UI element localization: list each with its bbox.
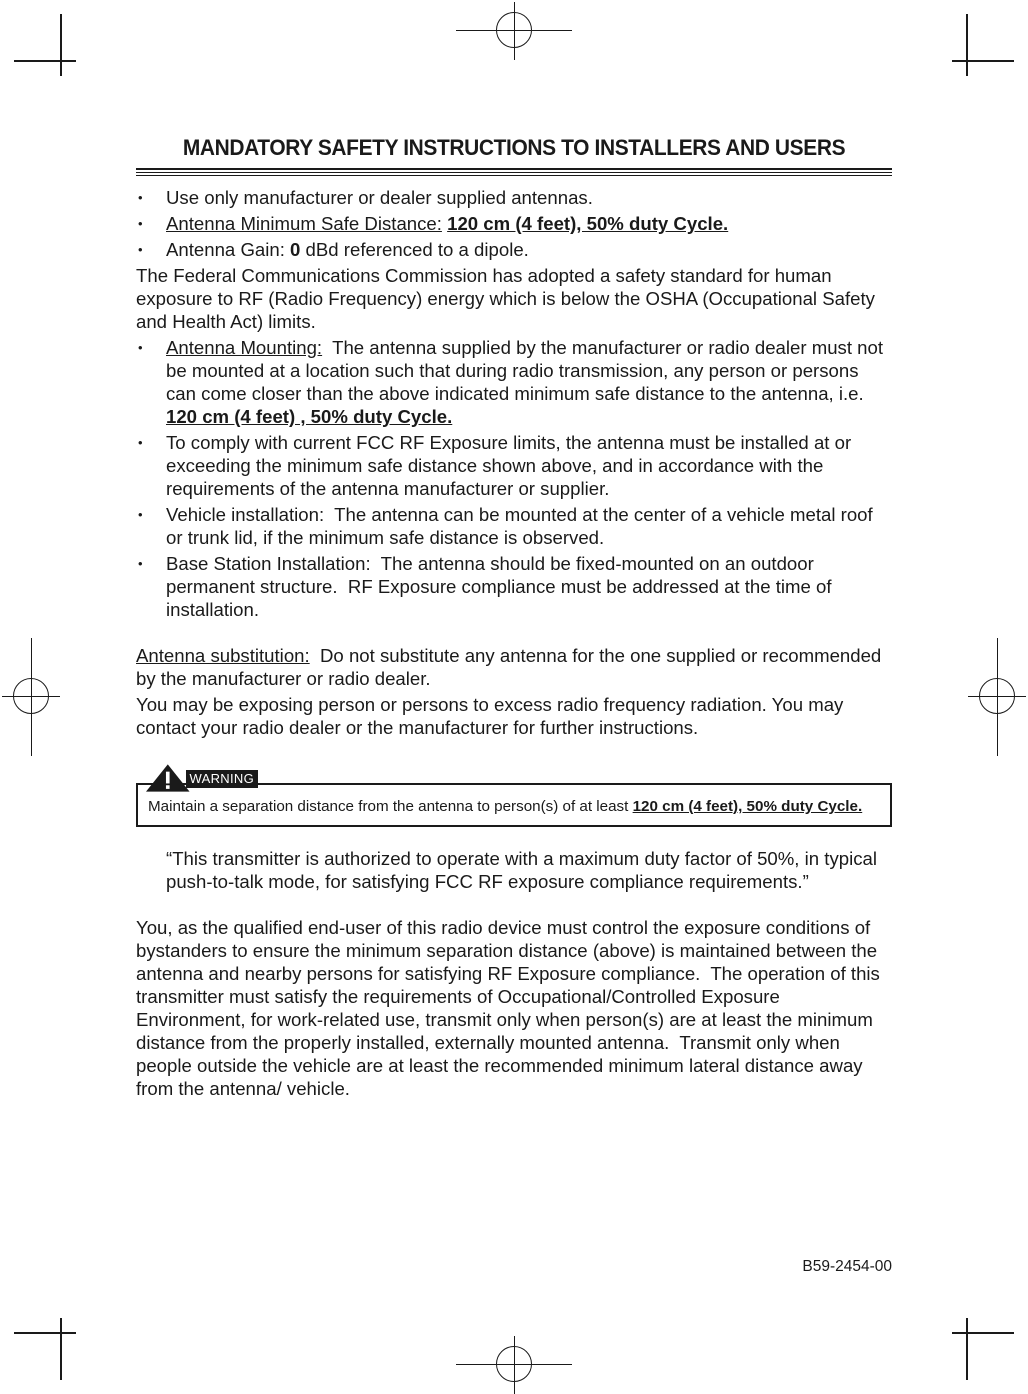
substitution-paragraph bbox=[136, 644, 892, 690]
duty-factor-quote: “This transmitter is authorized to operate with a maximum duty factor of 50%, in typical push-to-talk mode, for satisfying FCC RF exposure compliance requirements.” bbox=[166, 848, 877, 892]
gain-suffix: dBd referenced to a dipole. bbox=[300, 239, 529, 260]
title-rule-secondary bbox=[136, 172, 892, 173]
warning-box bbox=[136, 771, 892, 827]
warning-label: WARNING bbox=[186, 770, 258, 788]
gain-label: Antenna Gain: bbox=[166, 239, 291, 260]
safe-distance-value: 120 cm (4 feet), 50% duty Cycle. bbox=[447, 213, 729, 234]
base-text: Base Station Installation: The antenna should be fixed-mounted on an outdoor permanent structure. RF Exposure compliance must be addressed at the time of installation. bbox=[166, 553, 837, 620]
mounting-label: Antenna Mounting: bbox=[166, 337, 323, 358]
warning-body: Maintain a separation distance from the antenna to person(s) of at least bbox=[148, 798, 633, 815]
comply-text: To comply with current FCC RF Exposure limits, the antenna must be installed at or exceeding the minimum safe distance shown above, and in accordance with the requirements of the antenna manufacturer or supplier. bbox=[166, 432, 852, 499]
document-page bbox=[136, 132, 892, 1103]
mounting-text: The antenna supplied by the manufacturer or radio dealer must not be mounted at a location such that during radio transmission, any person or persons can come closer than the above indicated minimum safe distance to the antenna, i.e. bbox=[166, 337, 889, 404]
warning-triangle-icon bbox=[146, 763, 190, 793]
substitution-label: Antenna substitution: bbox=[136, 645, 310, 666]
page-title: MANDATORY SAFETY INSTRUCTIONS TO INSTALLERS AND USERS bbox=[182, 135, 846, 160]
document-code: B59-2454-00 bbox=[802, 1258, 892, 1275]
substitution-text: Do not substitute any antenna for the one supplied or recommended by the manufacturer or radio dealer. bbox=[136, 645, 887, 689]
bullet-base-station bbox=[136, 552, 892, 621]
bullet-text: Use only manufacturer or dealer supplied antennas. bbox=[166, 187, 593, 208]
bullet-vehicle-installation bbox=[136, 503, 892, 549]
title-rule-tertiary bbox=[136, 175, 892, 176]
exposing-paragraph: You may be exposing person or persons to excess radio frequency radiation. You may contact your radio dealer or the manufacturer for further instructions. bbox=[136, 694, 844, 738]
bullet-antennas bbox=[136, 186, 892, 209]
safe-distance-label: Antenna Minimum Safe Distance: bbox=[166, 213, 442, 234]
mid-bullet-list bbox=[136, 336, 892, 621]
top-bullet-list bbox=[136, 186, 892, 261]
warning-value: 120 cm (4 feet), 50% duty Cycle. bbox=[632, 798, 863, 815]
bullet-antenna-gain bbox=[136, 238, 892, 261]
end-user-paragraph: You, as the qualified end-user of this radio device must control the exposure conditions of bystanders to ensure the minimum separation distance (above) is maintained between the antenna and nearby persons for satisfying RF Exposure compliance. The operation of this transmitter must satisfy the requirements of Occupational/Controlled Exposure Environment, for work-related use, transmit only when person(s) are at least the minimum distance from the properly installed, externally mounted antenna. Transmit only when people outside the vehicle are at least the recommended minimum lateral distance away from the antenna/ vehicle. bbox=[136, 917, 886, 1099]
gain-value: 0 bbox=[290, 239, 301, 260]
bullet-antenna-mounting bbox=[136, 336, 892, 428]
warning-text bbox=[148, 797, 880, 817]
bullet-fcc-comply bbox=[136, 431, 892, 500]
warning-tab bbox=[146, 763, 258, 793]
bullet-safe-distance bbox=[136, 212, 892, 235]
fcc-paragraph: The Federal Communications Commission has adopted a safety standard for human exposure to RF (Radio Frequency) energy which is below the OSHA (Occupational Safety and Health Act) limits. bbox=[136, 265, 875, 332]
title-rule bbox=[136, 168, 892, 170]
mounting-value: 120 cm (4 feet) , 50% duty Cycle. bbox=[166, 406, 453, 427]
vehicle-text: Vehicle installation: The antenna can be mounted at the center of a vehicle metal roof or trunk lid, if the minimum safe distance is observed. bbox=[166, 504, 878, 548]
